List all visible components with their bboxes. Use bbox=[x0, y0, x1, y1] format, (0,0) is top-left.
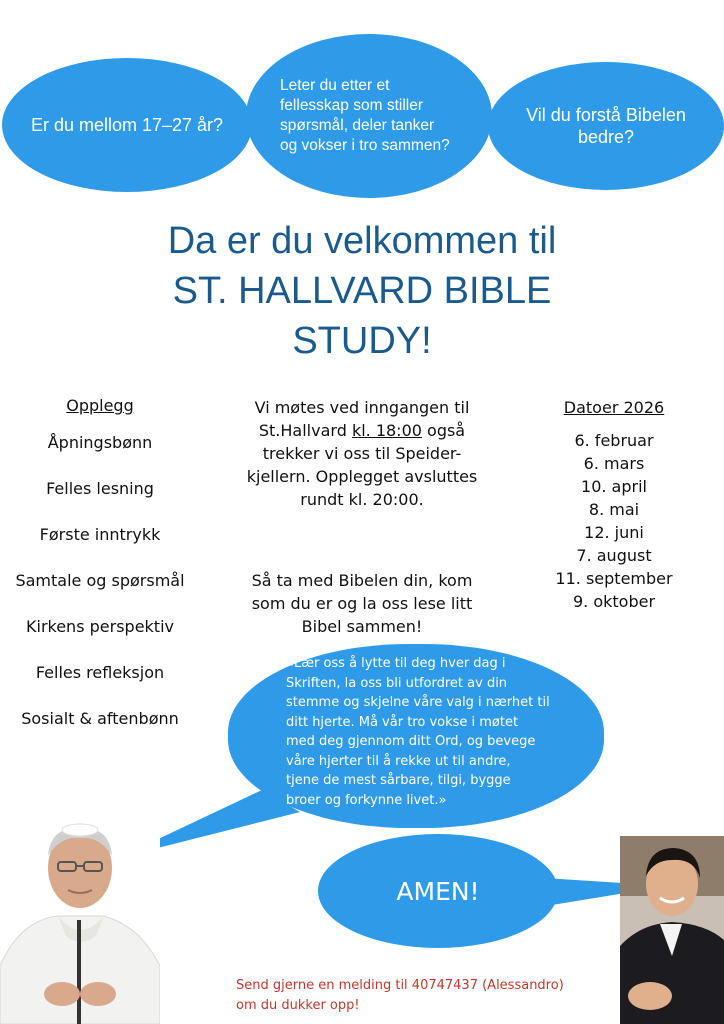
pope-illustration bbox=[0, 816, 160, 1024]
dates-heading: Datoer 2026 bbox=[563, 398, 665, 417]
meeting-line: Vi møtes ved inngangen til bbox=[254, 398, 470, 417]
quote-line: våre hjerter til å rekke ut til andre, bbox=[286, 753, 511, 769]
prayer-quote bbox=[286, 654, 586, 810]
meeting-time: kl. 18:00 bbox=[351, 421, 422, 440]
meeting-place: St.Hallvard bbox=[258, 421, 352, 440]
headline-line-3: STUDY! bbox=[292, 320, 432, 362]
amen-bubble bbox=[318, 834, 558, 948]
headline-line-2: ST. HALLVARD BIBLE bbox=[172, 270, 552, 312]
meeting-line: kjellern. Opplegget avsluttes bbox=[246, 467, 478, 486]
meeting-line: trekker vi oss til Speider- bbox=[262, 444, 462, 463]
meeting-also: også bbox=[421, 421, 466, 440]
date-item: 9. oktober bbox=[572, 592, 656, 611]
bubble-community-line: fellesskap som stiller bbox=[280, 97, 423, 114]
quote-line: stemme og skjelne våre valg i nærhet til bbox=[286, 695, 550, 710]
date-item: 11. september bbox=[555, 569, 673, 588]
invite-line: Så ta med Bibelen din, kom bbox=[251, 571, 473, 590]
bubble-community-line: Leter du etter et bbox=[280, 77, 390, 94]
bubble-bible-line: bedre? bbox=[577, 127, 635, 147]
date-item: 8. mai bbox=[588, 500, 640, 519]
program-item: Kirkens perspektiv bbox=[26, 617, 174, 636]
invite-line: som du er og la oss lese litt bbox=[251, 594, 473, 613]
quote-line: med deg gjennom ditt Ord, og bevege bbox=[286, 734, 536, 749]
date-item: 12. juni bbox=[584, 523, 644, 542]
program-item: Sosialt & aftenbønn bbox=[21, 709, 179, 728]
bubble-community-line: spørsmål, deler tanker bbox=[280, 117, 435, 134]
program-item: Første inntrykk bbox=[39, 525, 161, 544]
young-man-photo bbox=[620, 836, 724, 1024]
quote-line: broer og forkynne livet.» bbox=[286, 792, 447, 808]
bubble-community-line: og vokser i tro sammen? bbox=[280, 137, 450, 154]
quote-line: tjene de mest sårbare, tilgi, bygge bbox=[286, 773, 511, 788]
invite-line: Bibel sammen! bbox=[301, 617, 423, 636]
program-item: Samtale og spørsmål bbox=[15, 571, 185, 590]
bubble-age-text: Er du mellom 17–27 år? bbox=[30, 114, 224, 135]
program-heading: Opplegg bbox=[66, 396, 134, 415]
program-item: Felles refleksjon bbox=[35, 663, 165, 682]
headline-line-1: Da er du velkommen til bbox=[167, 220, 557, 262]
date-item: 10. april bbox=[581, 477, 647, 496]
program-item: Felles lesning bbox=[46, 479, 154, 498]
date-item: 7. august bbox=[576, 546, 652, 565]
quote-line: «Lær oss å lytte til deg hver dag i bbox=[286, 656, 506, 671]
contact-footer bbox=[236, 976, 606, 1016]
bubble-bible-line: Vil du forstå Bibelen bbox=[526, 105, 686, 125]
amen-text: AMEN! bbox=[396, 876, 480, 906]
program-item: Åpningsbønn bbox=[47, 433, 153, 452]
quote-line: Skriften, la oss bli utfordret av din bbox=[286, 675, 508, 691]
quote-line: ditt hjerte. Må vår tro vokse i møtet bbox=[286, 714, 519, 730]
footer-line: om du dukker opp! bbox=[236, 998, 360, 1013]
date-item: 6. februar bbox=[574, 431, 654, 450]
pope-photo bbox=[0, 816, 160, 1024]
footer-line: Send gjerne en melding til 40747437 (Alessandro) bbox=[236, 978, 564, 993]
young-man-illustration bbox=[620, 836, 724, 1024]
date-item: 6. mars bbox=[583, 454, 645, 473]
meeting-line: rundt kl. 20:00. bbox=[300, 490, 424, 509]
